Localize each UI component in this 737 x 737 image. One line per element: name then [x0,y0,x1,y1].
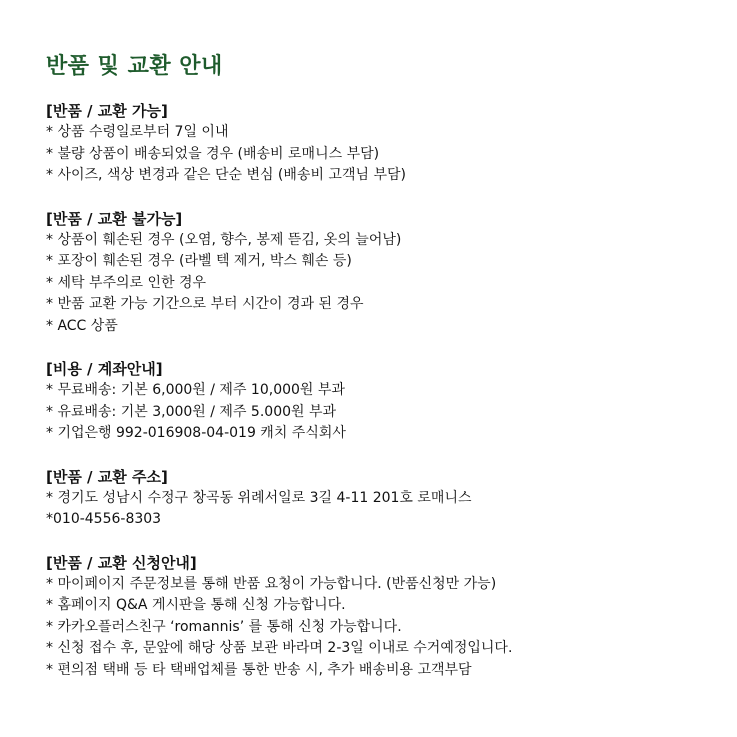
section-cost-account [46,358,737,445]
section-list [46,574,737,682]
section-list [46,488,737,531]
section-list [46,122,737,187]
list-item: * 신청 접수 후, 문앞에 해당 상품 보관 바라며 2-3일 이내로 수거예정입니다. [46,640,513,656]
list-item: * 편의점 택배 등 타 택배업체를 통한 반송 시, 추가 배송비용 고객부담 [46,661,472,678]
list-item: * 유료배송: 기본 3,000원 / 제주 5.000원 부과 [46,403,337,420]
list-item: * 사이즈, 색상 변경과 같은 단순 변심 (배송비 고객님 부담) [46,167,406,183]
section-heading: [반품 / 교환 신청안내] [46,553,197,572]
list-item: * ACC 상품 [46,317,118,334]
list-item: * 상품 수령일로부터 7일 이내 [46,124,229,140]
section-heading: [반품 / 교환 주소] [46,467,168,486]
page-title: 반품 및 교환 안내 [46,54,223,79]
list-item: * 불량 상품이 배송되었을 경우 (배송비 로매니스 부담) [46,145,380,162]
list-item: * 마이페이지 주문정보를 통해 반품 요청이 가능합니다. (반품신청만 가능) [46,575,497,592]
section-return-address [46,466,737,531]
list-item: *010-4556-8303 [46,511,162,527]
section-heading: [반품 / 교환 가능] [46,102,168,120]
section-list [46,230,737,338]
section-heading: [비용 / 계좌안내] [46,360,163,378]
list-item: * 기업은행 992-016908-04-019 캐치 주식회사 [46,425,346,441]
list-item: * 세탁 부주의로 인한 경우 [46,274,207,291]
list-item: * 포장이 훼손된 경우 (라벨 텍 제거, 박스 훼손 등) [46,253,352,269]
list-item: * 반품 교환 가능 기간으로 부터 시간이 경과 된 경우 [46,296,364,312]
section-heading: [반품 / 교환 불가능] [46,209,183,228]
section-return-not-allowed [46,208,737,338]
list-item: * 홈페이지 Q&A 게시판을 통해 신청 가능합니다. [46,597,346,613]
section-list [46,380,737,445]
list-item: * 무료배송: 기본 6,000원 / 제주 10,000원 부과 [46,382,345,398]
section-return-allowed [46,100,737,187]
section-return-request-guide [46,552,737,682]
list-item: * 상품이 훼손된 경우 (오염, 향수, 봉제 뜯김, 옷의 늘어남) [46,231,402,248]
list-item: * 카카오플러스친구 ‘romannis’ 를 통해 신청 가능합니다. [46,618,402,635]
list-item: * 경기도 성남시 수정구 창곡동 위례서일로 3길 4-11 201호 로매니스 [46,489,472,506]
